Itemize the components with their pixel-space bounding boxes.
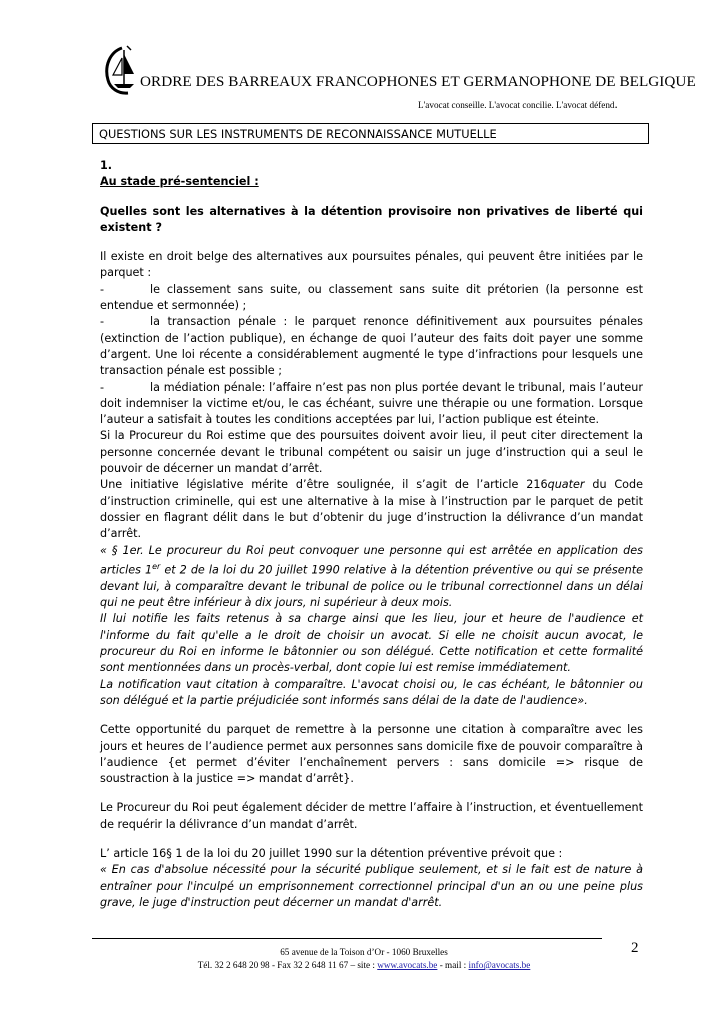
- article-paragraph: L’ article 16§ 1 de la loi du 20 juillet 1990 sur la détention préventive prévoit que :: [100, 847, 563, 861]
- website-link[interactable]: www.avocats.be: [377, 960, 438, 970]
- list-item-text: la transaction pénale : le parquet renonce définitivement aux poursuites pénales (extinction de l’action publique), en échange de quoi l’auteur des faits doit payer une somme d’argent. Une loi récente a considérablement augmenté le type d’infractions pour lesquels une transaction pénale est possible ;: [100, 315, 643, 378]
- question: Quelles sont les alternatives à la détention provisoire non privatives de liberté qui existent ?: [100, 204, 643, 234]
- footer-divider: [92, 938, 602, 939]
- section-title: QUESTIONS SUR LES INSTRUMENTS DE RECONNAISSANCE MUTUELLE: [92, 123, 649, 144]
- quote-text-a: « § 1er. Le procureur du Roi peut convoquer une personne qui est arrêtée en application des articles 1: [100, 543, 643, 577]
- opportunity-paragraph: Cette opportunité du parquet de remettre à la personne une citation à comparaître avec les jours et heures de l’audience permet aux personnes sans domicile fixe de pouvoir comparaître à l’audience {et permet d’éviter l’enchaînement pervers : sans domicile => risque de soustraction à la justice => mandat d’arrêt}.: [100, 723, 643, 786]
- subheading: Au stade pré-sentenciel :: [100, 175, 259, 189]
- list-item-text: le classement sans suite, ou classement sans suite dit prétorien (la personne est entendue et sermonnée) ;: [100, 282, 643, 313]
- footer-contact: [0, 960, 728, 970]
- email-link[interactable]: info@avocats.be: [468, 960, 531, 970]
- quote-paragraph: [100, 543, 643, 612]
- intro-paragraph: Il existe en droit belge des alternatives aux poursuites pénales, qui peuvent être initiées par le parquet :: [100, 250, 643, 280]
- initiative-text-a: Une initiative législative mérite d’être soulignée, il s’agit de l’article 216: [100, 478, 548, 492]
- quote-paragraph: « En cas d'absolue nécessité pour la sécurité publique seulement, et si le fait est de nature à entraîner pour l'inculpé un emprisonnement correctionnel principal d'un an ou une peine plus grave, le juge d'instruction peut décerner un mandat d'arrêt.: [100, 863, 643, 909]
- quote-paragraph: Il lui notifie les faits retenus à sa charge ainsi que les lieu, jour et heure de l'audience et l'informe du fait qu'elle a le droit de choisir un avocat. Si elle ne choisit aucun avocat, le procureur du Roi en informe le bâtonnier ou son délégué. Cette notification et cette formalité sont mentionnées dans un procès-verbal, dont copie lui est remise immédiatement.: [100, 612, 643, 675]
- page-number: 2: [631, 940, 639, 956]
- footer-mail-label: - mail :: [437, 960, 469, 970]
- instruction-paragraph: Le Procureur du Roi peut également décider de mettre l’affaire à l’instruction, et éventuellement de requérir la délivrance d’un mandat d’arrêt.: [100, 801, 643, 831]
- initiative-paragraph: [100, 477, 643, 542]
- list-item: - le classement sans suite, ou classement sans suite dit prétorien (la personne est entendue et sermonnée) ;: [100, 282, 643, 313]
- organization-title: ORDRE DES BARREAUX FRANCOPHONES ET GERMANOPHONE DE BELGIQUE: [140, 73, 696, 90]
- list-item-text: la médiation pénale: l’affaire n’est pas non plus portée devant le tribunal, mais l’auteur doit indemniser la victime et/ou, le cas échéant, suivre une thérapie ou une formation. Lorsque l’auteur a satisfait à toutes les conditions acceptées par lui, l’action publique est éteinte.: [100, 380, 643, 427]
- footer-address: 65 avenue de la Toison d’Or - 1060 Bruxelles: [280, 947, 448, 957]
- quote-paragraph: La notification vaut citation à comparaître. L'avocat choisi ou, le cas échéant, le bâtonnier ou son délégué et la partie préjudiciée sont informés sans délai de la date de l'audience».: [100, 677, 643, 707]
- motto-end: .: [614, 96, 618, 111]
- item-number: 1.: [100, 159, 113, 172]
- footer-phone-fax: Tél. 32 2 648 20 98 - Fax 32 2 648 11 67 – site :: [197, 960, 378, 970]
- quote-text-b: et 2 de la loi du 20 juillet 1990 relative à la détention préventive ou qui se présente devant lui, à comparaître devant le tribunal de police ou le tribunal correctionnel dans un délai qui ne peut être inférieur à dix jours, ni supérieur à deux mois.: [100, 563, 643, 610]
- motto: [418, 96, 618, 112]
- bar-association-logo: [100, 44, 140, 96]
- quater-word: quater: [547, 478, 585, 492]
- list-item: - la médiation pénale: l’affaire n’est pas non plus portée devant le tribunal, mais l’auteur doit indemniser la victime et/ou, le cas échéant, suivre une thérapie ou une formation. Lorsque l’auteur a satisfait à toutes les conditions acceptées par lui, l’action publique est éteinte.: [100, 380, 643, 427]
- list-item: - la transaction pénale : le parquet renonce définitivement aux poursuites pénales (extinction de l’action publique), en échange de quoi l’auteur des faits doit payer une somme d’argent. Une loi récente a considérablement augmenté le type d’infractions pour lesquels une transaction pénale est possible ;: [100, 315, 643, 378]
- document-body: [100, 158, 643, 911]
- motto-text: L'avocat conseille. L'avocat concilie. L'avocat défend: [418, 100, 615, 110]
- procureur-paragraph: Si la Procureur du Roi estime que des poursuites doivent avoir lieu, il peut citer directement la personne concernée devant le tribunal compétent ou saisir un juge d’instruction qui a seul le pouvoir de décerner un mandat d’arrêt.: [100, 429, 643, 476]
- initiative-text-b: du Code d’instruction criminelle, qui est une alternative à la mise à l’instruction par le parquet de petit dossier en flagrant délit dans le but d’obtenir du juge d’instruction la délivrance d’un mandat d’arrêt.: [100, 478, 643, 541]
- superscript: er: [152, 561, 161, 571]
